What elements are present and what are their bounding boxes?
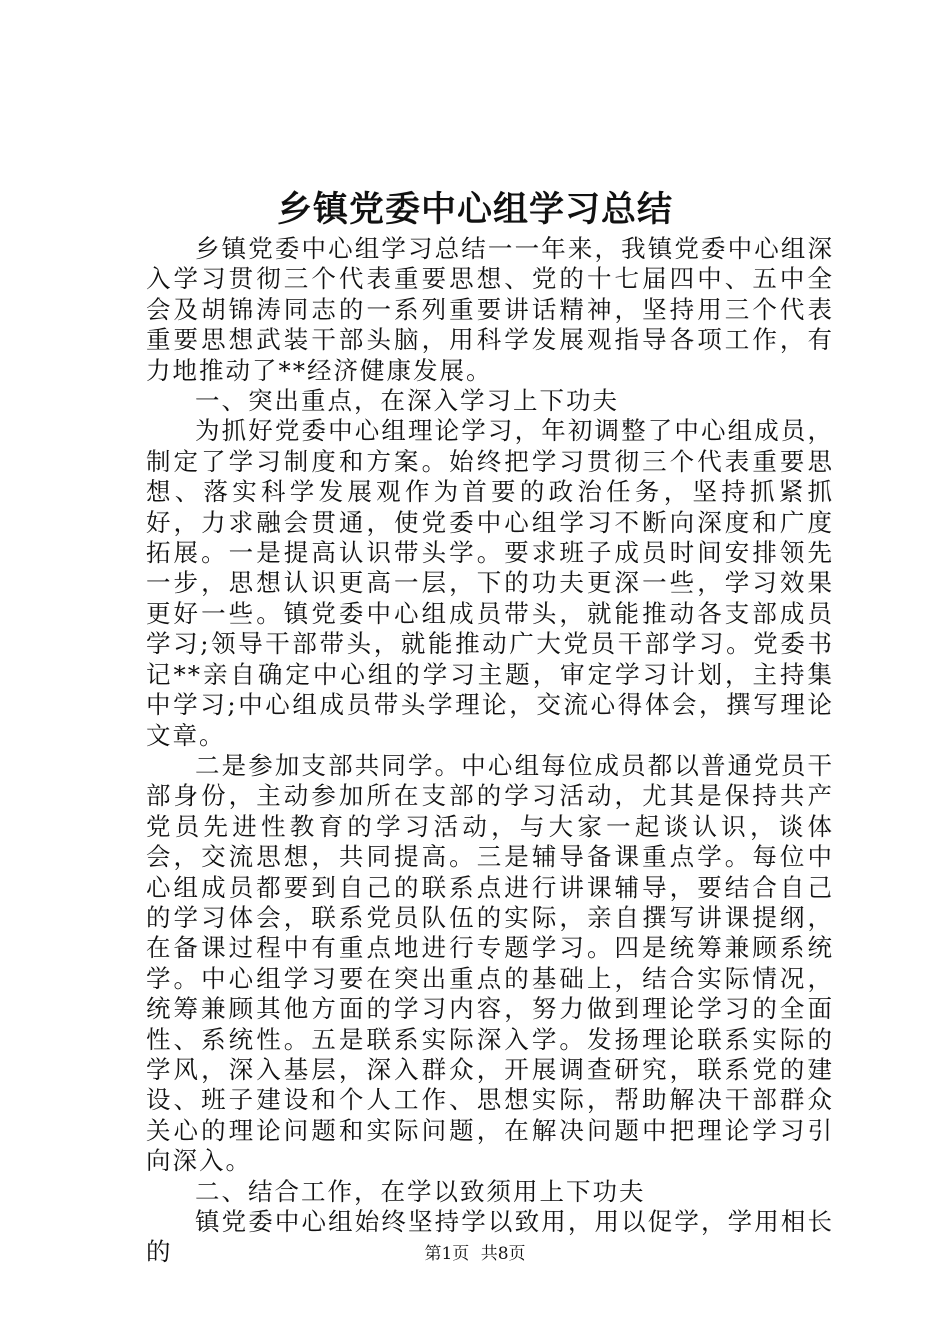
page-footer bbox=[0, 1243, 950, 1265]
section-heading-2: 二、结合工作，在学以致须用上下功夫 bbox=[195, 1176, 646, 1206]
page-total: 共8页 bbox=[480, 1244, 526, 1264]
document-title: 乡镇党委中心组学习总结 bbox=[276, 189, 673, 230]
page-number: 第1页 bbox=[424, 1244, 470, 1264]
document-body bbox=[146, 234, 834, 1268]
paragraph-section-1: 为抓好党委中心组理论学习，年初调整了中心组成员，制定了学习制度和方案。始终把学习贯彻三个代表重要思想、落实科学发展观作为首要的政治任务，坚持抓紧抓好，力求融会贯通，使党委中心组学习不断向深度和广度拓展。一是提高认识带头学。要求班子成员时间安排领先一步，思想认识更高一层，下的功夫更深一些，学习效果更好一些。镇党委中心组成员带头，就能推动各支部成员学习;领导干部带头，就能推动广大党员干部学习。党委书记**亲自确定中心组的学习主题，审定学习计划，主持集中学习;中心组成员带头学理论，交流心得体会，撰写理论文章。 bbox=[146, 416, 834, 750]
paragraph-intro: 乡镇党委中心组学习总结一一年来，我镇党委中心组深入学习贯彻三个代表重要思想、党的十七届四中、五中全会及胡锦涛同志的一系列重要讲话精神，坚持用三个代表重要思想武装干部头脑，用科学发展观指导各项工作，有力地推动了**经济健康发展。 bbox=[146, 234, 834, 385]
section-heading-1: 一、突出重点，在深入学习上下功夫 bbox=[195, 386, 619, 416]
paragraph-section-1-cont: 二是参加支部共同学。中心组每位成员都以普通党员干部身份，主动参加所在支部的学习活动，尤其是保持共产党员先进性教育的学习活动，与大家一起谈认识，谈体会，交流思想，共同提高。三是辅导备课重点学。每位中心组成员都要到自己的联系点进行讲课辅导，要结合自己的学习体会，联系党员队伍的实际，亲自撰写讲课提纲，在备课过程中有重点地进行专题学习。四是统筹兼顾系统学。中心组学习要在突出重点的基础上，结合实际情况，统筹兼顾其他方面的学习内容，努力做到理论学习的全面性、系统性。五是联系实际深入学。发扬理论联系实际的学风，深入基层，深入群众，开展调查研究，联系党的建设、班子建设和个人工作、思想实际，帮助解决干部群众关心的理论问题和实际问题，在解决问题中把理论学习引向深入。 bbox=[146, 750, 834, 1176]
paragraph-section-2: 镇党委中心组始终坚持学以致用，用以促学，学用相长的 bbox=[146, 1207, 834, 1267]
